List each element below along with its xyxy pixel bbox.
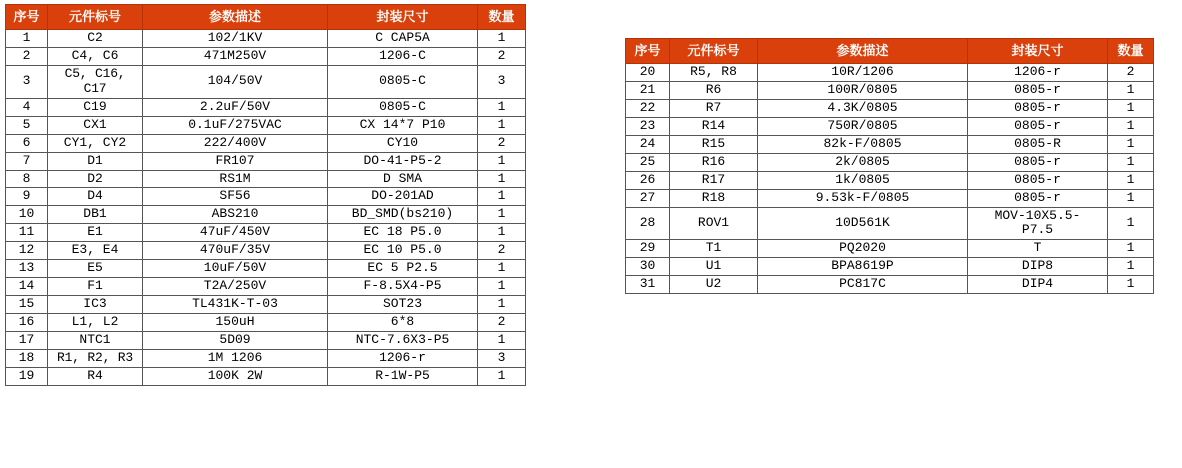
cell-package: 6*8 xyxy=(328,314,478,332)
cell-package: EC 18 P5.0 xyxy=(328,224,478,242)
cell-quantity: 1 xyxy=(1108,153,1154,171)
cell-designator: C5, C16, C17 xyxy=(48,65,143,98)
table-row xyxy=(6,278,526,296)
cell-package: NTC-7.6X3-P5 xyxy=(328,331,478,349)
cell-designator: R1, R2, R3 xyxy=(48,349,143,367)
cell-description: ABS210 xyxy=(143,206,328,224)
bom-table-right-container xyxy=(625,38,1154,294)
table-row xyxy=(626,240,1154,258)
cell-package: T xyxy=(968,240,1108,258)
cell-designator: NTC1 xyxy=(48,331,143,349)
column-header-index: 序号 xyxy=(626,39,670,64)
cell-quantity: 2 xyxy=(478,47,526,65)
cell-designator: R14 xyxy=(670,117,758,135)
cell-description: 82k-F/0805 xyxy=(758,135,968,153)
cell-package: F-8.5X4-P5 xyxy=(328,278,478,296)
cell-index: 31 xyxy=(626,276,670,294)
column-header-package: 封装尺寸 xyxy=(968,39,1108,64)
cell-package: 0805-r xyxy=(968,117,1108,135)
cell-package: 0805-R xyxy=(968,135,1108,153)
cell-quantity: 1 xyxy=(1108,207,1154,240)
cell-package: BD_SMD(bs210) xyxy=(328,206,478,224)
cell-description: 100K 2W xyxy=(143,367,328,385)
column-header-quantity: 数量 xyxy=(478,5,526,30)
cell-index: 5 xyxy=(6,116,48,134)
table-row xyxy=(6,30,526,48)
cell-index: 16 xyxy=(6,314,48,332)
table-row xyxy=(6,331,526,349)
cell-quantity: 1 xyxy=(1108,171,1154,189)
cell-package: D SMA xyxy=(328,170,478,188)
cell-quantity: 1 xyxy=(478,367,526,385)
cell-quantity: 2 xyxy=(478,242,526,260)
cell-quantity: 1 xyxy=(478,170,526,188)
cell-package: DO-201AD xyxy=(328,188,478,206)
cell-quantity: 3 xyxy=(478,65,526,98)
table-row xyxy=(6,134,526,152)
cell-package: CX 14*7 P10 xyxy=(328,116,478,134)
cell-quantity: 1 xyxy=(478,188,526,206)
cell-description: 150uH xyxy=(143,314,328,332)
cell-description: RS1M xyxy=(143,170,328,188)
cell-description: 1M 1206 xyxy=(143,349,328,367)
cell-package: 0805-r xyxy=(968,153,1108,171)
cell-package: DIP8 xyxy=(968,258,1108,276)
cell-index: 10 xyxy=(6,206,48,224)
cell-index: 22 xyxy=(626,99,670,117)
cell-designator: D1 xyxy=(48,152,143,170)
cell-quantity: 1 xyxy=(478,331,526,349)
cell-index: 20 xyxy=(626,64,670,82)
cell-designator: F1 xyxy=(48,278,143,296)
table-row xyxy=(6,224,526,242)
cell-package: EC 10 P5.0 xyxy=(328,242,478,260)
cell-package: 0805-C xyxy=(328,65,478,98)
cell-quantity: 1 xyxy=(478,260,526,278)
cell-description: 0.1uF/275VAC xyxy=(143,116,328,134)
table-header-row xyxy=(626,39,1154,64)
cell-designator: R16 xyxy=(670,153,758,171)
cell-quantity: 1 xyxy=(478,152,526,170)
cell-designator: E1 xyxy=(48,224,143,242)
cell-quantity: 1 xyxy=(478,206,526,224)
cell-designator: DB1 xyxy=(48,206,143,224)
cell-description: 2k/0805 xyxy=(758,153,968,171)
table-row xyxy=(6,47,526,65)
bom-table-right xyxy=(625,38,1154,294)
cell-designator: R6 xyxy=(670,81,758,99)
cell-package: 0805-r xyxy=(968,99,1108,117)
cell-package: EC 5 P2.5 xyxy=(328,260,478,278)
column-header-package: 封装尺寸 xyxy=(328,5,478,30)
cell-quantity: 1 xyxy=(478,296,526,314)
cell-designator: D2 xyxy=(48,170,143,188)
cell-index: 29 xyxy=(626,240,670,258)
cell-index: 2 xyxy=(6,47,48,65)
cell-designator: L1, L2 xyxy=(48,314,143,332)
cell-package: SOT23 xyxy=(328,296,478,314)
table-row xyxy=(626,117,1154,135)
cell-designator: E3, E4 xyxy=(48,242,143,260)
cell-index: 26 xyxy=(626,171,670,189)
column-header-description: 参数描述 xyxy=(758,39,968,64)
table-body-right xyxy=(626,64,1154,294)
cell-designator: C4, C6 xyxy=(48,47,143,65)
cell-designator: CY1, CY2 xyxy=(48,134,143,152)
cell-package: 0805-r xyxy=(968,171,1108,189)
cell-quantity: 1 xyxy=(478,98,526,116)
cell-description: T2A/250V xyxy=(143,278,328,296)
cell-package: 0805-r xyxy=(968,189,1108,207)
cell-index: 1 xyxy=(6,30,48,48)
table-row xyxy=(626,207,1154,240)
cell-package: 1206-C xyxy=(328,47,478,65)
cell-quantity: 1 xyxy=(1108,189,1154,207)
cell-description: 222/400V xyxy=(143,134,328,152)
cell-package: DIP4 xyxy=(968,276,1108,294)
cell-description: 100R/0805 xyxy=(758,81,968,99)
cell-designator: C2 xyxy=(48,30,143,48)
cell-quantity: 2 xyxy=(478,314,526,332)
cell-description: 471M250V xyxy=(143,47,328,65)
table-row xyxy=(6,188,526,206)
cell-index: 17 xyxy=(6,331,48,349)
cell-package: 0805-C xyxy=(328,98,478,116)
table-row xyxy=(6,242,526,260)
table-header-left xyxy=(6,5,526,30)
table-row xyxy=(6,116,526,134)
cell-package: MOV-10X5.5- P7.5 xyxy=(968,207,1108,240)
column-header-index: 序号 xyxy=(6,5,48,30)
cell-description: FR107 xyxy=(143,152,328,170)
cell-description: 10D561K xyxy=(758,207,968,240)
cell-index: 19 xyxy=(6,367,48,385)
cell-index: 28 xyxy=(626,207,670,240)
table-row xyxy=(6,349,526,367)
cell-index: 4 xyxy=(6,98,48,116)
cell-package: 1206-r xyxy=(968,64,1108,82)
cell-index: 27 xyxy=(626,189,670,207)
cell-index: 9 xyxy=(6,188,48,206)
table-row xyxy=(6,260,526,278)
table-row xyxy=(6,206,526,224)
table-header-row xyxy=(6,5,526,30)
cell-designator: ROV1 xyxy=(670,207,758,240)
table-row xyxy=(626,189,1154,207)
cell-index: 13 xyxy=(6,260,48,278)
cell-index: 23 xyxy=(626,117,670,135)
table-row xyxy=(6,65,526,98)
cell-description: PC817C xyxy=(758,276,968,294)
table-row xyxy=(626,258,1154,276)
cell-description: 5D09 xyxy=(143,331,328,349)
cell-package: CY10 xyxy=(328,134,478,152)
table-row xyxy=(626,135,1154,153)
cell-quantity: 3 xyxy=(478,349,526,367)
cell-description: 1k/0805 xyxy=(758,171,968,189)
table-row xyxy=(6,152,526,170)
cell-designator: CX1 xyxy=(48,116,143,134)
cell-quantity: 2 xyxy=(478,134,526,152)
cell-designator: U2 xyxy=(670,276,758,294)
cell-quantity: 2 xyxy=(1108,64,1154,82)
cell-designator: U1 xyxy=(670,258,758,276)
table-row xyxy=(626,153,1154,171)
cell-designator: R15 xyxy=(670,135,758,153)
cell-quantity: 1 xyxy=(1108,117,1154,135)
cell-quantity: 1 xyxy=(1108,81,1154,99)
cell-description: 4.3K/0805 xyxy=(758,99,968,117)
cell-quantity: 1 xyxy=(1108,240,1154,258)
table-header-right xyxy=(626,39,1154,64)
cell-index: 14 xyxy=(6,278,48,296)
cell-description: TL431K-T-03 xyxy=(143,296,328,314)
table-row xyxy=(626,64,1154,82)
cell-description: 2.2uF/50V xyxy=(143,98,328,116)
cell-designator: E5 xyxy=(48,260,143,278)
cell-index: 18 xyxy=(6,349,48,367)
table-row xyxy=(626,171,1154,189)
cell-package: R-1W-P5 xyxy=(328,367,478,385)
cell-quantity: 1 xyxy=(1108,99,1154,117)
cell-package: C CAP5A xyxy=(328,30,478,48)
cell-designator: R5, R8 xyxy=(670,64,758,82)
table-row xyxy=(626,276,1154,294)
cell-index: 30 xyxy=(626,258,670,276)
table-row xyxy=(6,296,526,314)
cell-quantity: 1 xyxy=(1108,135,1154,153)
cell-description: 750R/0805 xyxy=(758,117,968,135)
cell-description: 104/50V xyxy=(143,65,328,98)
cell-quantity: 1 xyxy=(1108,258,1154,276)
cell-index: 8 xyxy=(6,170,48,188)
table-row xyxy=(6,170,526,188)
table-body-left xyxy=(6,30,526,386)
column-header-quantity: 数量 xyxy=(1108,39,1154,64)
cell-description: BPA8619P xyxy=(758,258,968,276)
cell-index: 24 xyxy=(626,135,670,153)
cell-designator: R7 xyxy=(670,99,758,117)
cell-designator: C19 xyxy=(48,98,143,116)
cell-package: 0805-r xyxy=(968,81,1108,99)
cell-package: 1206-r xyxy=(328,349,478,367)
cell-quantity: 1 xyxy=(478,224,526,242)
bom-table-left-container xyxy=(5,4,526,386)
cell-designator: R4 xyxy=(48,367,143,385)
cell-description: 10R/1206 xyxy=(758,64,968,82)
cell-description: 9.53k-F/0805 xyxy=(758,189,968,207)
cell-quantity: 1 xyxy=(478,30,526,48)
column-header-description: 参数描述 xyxy=(143,5,328,30)
cell-index: 21 xyxy=(626,81,670,99)
cell-index: 7 xyxy=(6,152,48,170)
cell-quantity: 1 xyxy=(478,278,526,296)
cell-designator: T1 xyxy=(670,240,758,258)
table-row xyxy=(6,98,526,116)
table-row xyxy=(626,81,1154,99)
table-row xyxy=(6,314,526,332)
bom-table-left xyxy=(5,4,526,386)
table-row xyxy=(626,99,1154,117)
cell-index: 3 xyxy=(6,65,48,98)
cell-quantity: 1 xyxy=(1108,276,1154,294)
column-header-designator: 元件标号 xyxy=(670,39,758,64)
cell-index: 11 xyxy=(6,224,48,242)
cell-index: 25 xyxy=(626,153,670,171)
cell-quantity: 1 xyxy=(478,116,526,134)
cell-description: PQ2020 xyxy=(758,240,968,258)
cell-package: DO-41-P5-2 xyxy=(328,152,478,170)
cell-description: 10uF/50V xyxy=(143,260,328,278)
cell-designator: R18 xyxy=(670,189,758,207)
cell-designator: IC3 xyxy=(48,296,143,314)
cell-index: 6 xyxy=(6,134,48,152)
cell-description: 470uF/35V xyxy=(143,242,328,260)
cell-designator: D4 xyxy=(48,188,143,206)
cell-designator: R17 xyxy=(670,171,758,189)
cell-description: SF56 xyxy=(143,188,328,206)
cell-description: 102/1KV xyxy=(143,30,328,48)
cell-description: 47uF/450V xyxy=(143,224,328,242)
table-row xyxy=(6,367,526,385)
cell-index: 12 xyxy=(6,242,48,260)
cell-index: 15 xyxy=(6,296,48,314)
column-header-designator: 元件标号 xyxy=(48,5,143,30)
